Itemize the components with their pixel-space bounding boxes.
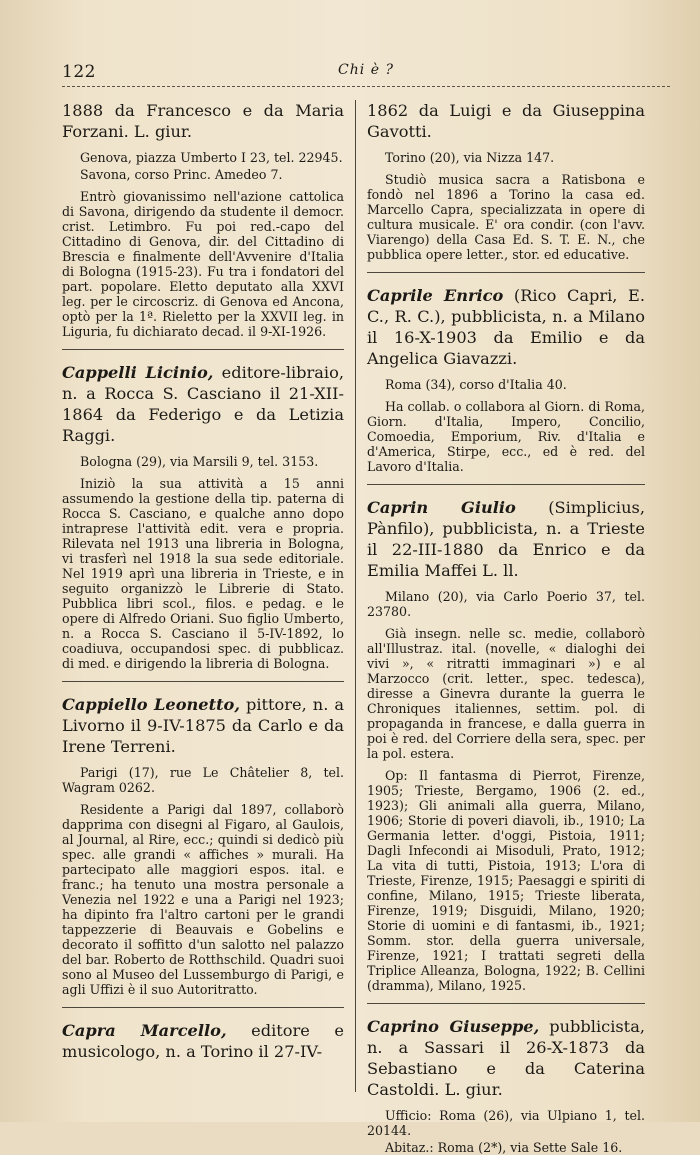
entry-caprin: [367, 484, 645, 993]
entry-heading: [367, 1016, 645, 1100]
entry-address: Torino (20), via Nizza 147.: [385, 150, 555, 165]
entry-biography: Ha collab. o collabora al Giorn. di Roma, Giorn. d'Italia, Impero, Concilio, Comoedia, Emporium, Riv. d'Italia e d'America, Stirpe, ecc., ed è red. del Lavoro d'Italia.: [367, 399, 645, 474]
entry-biography: Già insegn. nelle sc. medie, collaborò all'Illustraz. ital. (novelle, « dialoghi dei vivi », « ritratti immaginari ») e al Marzocco (crit. letter., spec. tedesca), diresse a Ginevra durante la guerra le Chroniques italiennes, settim. pol. di propaganda in francese, e dalla guerra in poi è red. del Corriere della sera, spec. per la pol. estera.: [367, 626, 645, 761]
entry-description: pittore, n. a Livorno il 9-IV-1875 da Carlo e da Irene Terreni.: [62, 695, 345, 756]
entry-biography: Studiò musica sacra a Ratisbona e fondò nel 1896 a Torino la casa ed. Marcello Capra, specializzata in opere di cultura musicale. E' ora condir. (con l'avv. Viarengo) della Casa Ed. S. T. E. N., che pubblica opere letter., stor. ed educative.: [367, 172, 645, 262]
entry-description: editore-libraio, n. a Rocca S. Casciano il 21-XII-1864 da Federigo e da Letizia Raggi.: [62, 363, 344, 445]
entry-description: editore e musicologo, n. a Torino il 27-IV-: [62, 1021, 344, 1061]
entry-heading: [62, 1020, 344, 1062]
entry-caprile: [367, 272, 645, 474]
entry-works: Op: Il fantasma di Pierrot, Firenze, 1905; Trieste, Bergamo, 1906 (2. ed., 1923); Gli animali alla guerra, Milano, 1906; Storie di poveri diavoli, ib., 1910; La Germania letter. d'oggi, Pistoia, 1911; Dagli Infecondi ai Misoduli, Prato, 1912; La vita di tutti, Pistoia, 1913; L'ora di Trieste, Firenze, 1915; Paesaggi e spiriti di confine, Milano, 1915; Trieste liberata, Firenze, 1919; Disguidi, Milano, 1920; Storie di uomini e di fantasmi, ib., 1921; Somm. stor. della guerra universale, Firenze, 1921; I trattati segreti della Triplice Alleanza, Bologna, 1922; B. Cellini (dramma), Milano, 1925.: [367, 768, 645, 993]
entry-home-address: Abitaz.: Roma (2*), via Sette Sale 16.: [385, 1140, 623, 1155]
entry-capra: [62, 1007, 344, 1062]
entry-cappiello: [62, 681, 344, 997]
entry-heading: [367, 285, 645, 369]
entry-address: Roma (34), corso d'Italia 40.: [385, 377, 567, 392]
entry-description: (Simplicius, Pànfilo), pubblicista, n. a Trieste il 22-III-1880 da Enrico e da Emilia Maffei L. ll.: [367, 498, 645, 580]
entry-address: Parigi (17), rue Le Châtelier 8, tel. Wagram 0262.: [62, 765, 344, 795]
entry-caprino: [367, 1003, 645, 1155]
entry-description: (Rico Capri, E. C., R. C.), pubblicista, n. a Milano il 16-X-1903 da Emilio e da Angelica Giavazzi.: [367, 286, 645, 368]
entry-heading: [367, 497, 645, 581]
entry-heading: [62, 362, 344, 446]
entry-name: Cappelli Licinio,: [62, 363, 214, 382]
entry-office-address: Ufficio: Roma (26), via Ulpiano 1, tel. 20144.: [367, 1108, 645, 1138]
entry-continuation-head: 1862 da Luigi e da Giuseppina Gavotti.: [367, 101, 645, 141]
right-column: [367, 100, 645, 1155]
entry-biography: Residente a Parigi dal 1897, collaborò dapprima con disegni al Figaro, al Gaulois, al Journal, al Rire, ecc.; quindi si dedicò più spec. alle grandi « affiches » murali. Ha partecipato alle maggiori espos. ital. e franc.; ha tenuto una mostra personale a Venezia nel 1922 e una a Parigi nel 1923; ha dipinto fra l'altro cartoni per le grandi tappezzerie di Beauvais e Gobelins e decorato il soffitto d'un salotto nel palazzo del bar. Roberto de Rotthschild. Quadri suoi sono al Museo del Lussemburgo di Parigi, e agli Uffizi è il suo Autoritratto.: [62, 802, 344, 997]
entry-biography: Entrò giovanissimo nell'azione cattolica di Savona, dirigendo da studente il democr. crist. Letimbro. Fu poi red.-capo del Cittadino di Genova, dir. del Cittadino di Brescia e finalmente dell'Avvenire d'Italia di Bologna (1915-23). Fu tra i fondatori del part. popolare. Eletto deputato alla XXVI leg. per le circoscriz. di Genova ed Ancona, optò per la 1ª. Rieletto per la XXVII leg. in Liguria, fu dichiarato decad. il 9-XI-1926.: [62, 189, 344, 339]
entry-capra-continuation: [367, 100, 645, 262]
column-divider: [355, 100, 356, 1092]
running-title: Chi è ?: [338, 62, 394, 78]
entry-name: Caprino Giuseppe,: [367, 1017, 540, 1036]
entry-address-secondary: Savona, corso Princ. Amedeo 7.: [80, 167, 283, 182]
entry-continuation: [62, 100, 344, 339]
entry-address: Milano (20), via Carlo Poerio 37, tel. 23780.: [367, 589, 645, 619]
page-number: 122: [62, 62, 96, 82]
entry-heading: [62, 694, 344, 757]
entry-name: Caprile Enrico: [367, 286, 504, 305]
page-header: [62, 60, 670, 87]
entry-address: Genova, piazza Umberto I 23, tel. 22945.: [80, 150, 343, 165]
entry-name: Caprin Giulio: [367, 498, 516, 517]
entry-continuation-head: 1888 da Francesco e da Maria Forzani. L. giur.: [62, 101, 344, 141]
entry-name: Capra Marcello,: [62, 1021, 227, 1040]
left-column: [62, 100, 344, 1102]
entry-description: pubblicista, n. a Sassari il 26-X-1873 da Sebastiano e da Caterina Castoldi. L. giur.: [367, 1017, 645, 1099]
entry-biography: Iniziò la sua attività a 15 anni assumendo la gestione della tip. paterna di Rocca S. Casciano, e qualche anno dopo intraprese l'attività edit. vera e propria. Rilevata nel 1913 una libreria in Bologna, vi trasferì nel 1918 la sua sede editoriale. Nel 1919 aprì una libreria in Trieste, e in seguito organizzò le Librerie di Stato. Pubblica libri scol., filos. e pedag. e le opere di Alfredo Oriani. Suo figlio Umberto, n. a Rocca S. Casciano il 5-IV-1892, lo coadiuva, occupandosi spec. di pubblicaz. di med. e dirigendo la libreria di Bologna.: [62, 476, 344, 671]
entry-cappelli: [62, 349, 344, 671]
entry-name: Cappiello Leonetto,: [62, 695, 240, 714]
entry-address: Bologna (29), via Marsili 9, tel. 3153.: [80, 454, 319, 469]
